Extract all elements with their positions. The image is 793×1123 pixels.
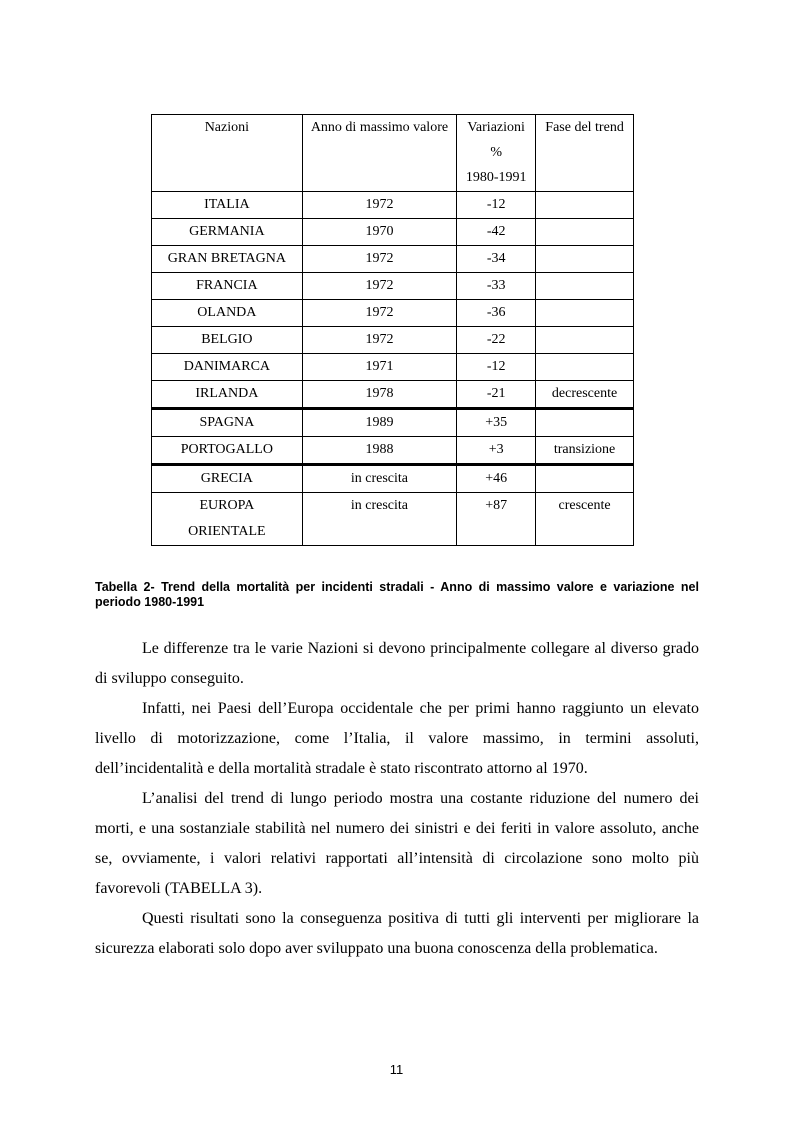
cell-phase [536,327,634,354]
cell-nation: OLANDA [152,300,303,327]
table-row [152,465,634,493]
table-row [152,327,634,354]
cell-phase [536,192,634,219]
header-variazioni-line3: 1980-1991 [465,170,527,185]
header-nazioni: Nazioni [152,115,303,192]
cell-variation: -21 [457,381,536,409]
cell-nation: BELGIO [152,327,303,354]
caption-line2: variazione nel periodo 1980-1991 [95,580,699,609]
table-row [152,437,634,465]
cell-variation: +46 [457,465,536,493]
cell-year: 1971 [302,354,456,381]
table-row [152,493,634,546]
cell-year: 1970 [302,219,456,246]
cell-year: 1989 [302,409,456,437]
cell-nation: SPAGNA [152,409,303,437]
cell-variation: -42 [457,219,536,246]
table-row [152,409,634,437]
header-anno-massimo: Anno di massimo valore [302,115,456,192]
table-row [152,273,634,300]
page-number: 11 [389,1062,404,1077]
cell-nation-line1: EUROPA [199,498,255,513]
table-caption [95,580,699,610]
table-header-row [152,115,634,192]
paragraph: Questi risultati sono la conseguenza positiva di tutti gli interventi per migliorare la sicurezza elaborati solo dopo aver sviluppato una buona conoscenza della problematica. [95,910,699,957]
cell-nation: ITALIA [152,192,303,219]
cell-year: 1972 [302,192,456,219]
cell-phase [536,409,634,437]
cell-phase [536,219,634,246]
cell-variation: -22 [457,327,536,354]
cell-phase [536,273,634,300]
cell-phase [536,300,634,327]
table-row [152,246,634,273]
cell-year: in crescita [302,465,456,493]
cell-variation: +35 [457,409,536,437]
paragraph: L’analisi del trend di lungo periodo mostra una costante riduzione del numero dei morti, e una sostanziale stabilità nel numero dei sinistri e dei feriti in valore assoluto, anche se, ovviamente, i valori relativi rapportati all’intensità di circolazione sono molto più favorevoli (TABELLA 3). [95,790,699,897]
cell-variation: -12 [457,354,536,381]
cell-year: 1972 [302,273,456,300]
table-row [152,300,634,327]
cell-year: in crescita [302,493,456,546]
caption-line1: Tabella 2- Trend della mortalità per incidenti stradali - Anno di massimo valore e [95,580,607,594]
header-variazioni-line1: Variazioni [467,120,525,135]
cell-year: 1972 [302,246,456,273]
cell-phase [536,465,634,493]
cell-nation: DANIMARCA [152,354,303,381]
cell-variation: +87 [457,493,536,546]
cell-phase: crescente [536,493,634,546]
cell-year: 1988 [302,437,456,465]
cell-variation: -34 [457,246,536,273]
cell-nation: GRECIA [152,465,303,493]
cell-year: 1972 [302,300,456,327]
cell-phase [536,354,634,381]
cell-phase: decrescente [536,381,634,409]
cell-phase: transizione [536,437,634,465]
body-text [95,634,699,964]
paragraph: Le differenze tra le varie Nazioni si devono principalmente collegare al diverso grado di sviluppo conseguito. [95,640,699,687]
cell-nation-line2: ORIENTALE [188,524,266,539]
table-row [152,354,634,381]
cell-variation: -12 [457,192,536,219]
cell-nation [152,493,303,546]
header-variazioni-line2: % [490,145,502,160]
paragraph: Infatti, nei Paesi dell’Europa occidentale che per primi hanno raggiunto un elevato livello di motorizzazione, come l’Italia, il valore massimo, in termini assoluti, dell’incidentalità e della mortalità stradale è stato riscontrato attorno al 1970. [95,700,699,777]
table-row [152,219,634,246]
cell-year: 1978 [302,381,456,409]
header-variazioni [457,115,536,192]
cell-variation: +3 [457,437,536,465]
cell-year: 1972 [302,327,456,354]
cell-nation: IRLANDA [152,381,303,409]
cell-nation: PORTOGALLO [152,437,303,465]
cell-variation: -36 [457,300,536,327]
cell-phase [536,246,634,273]
table-row [152,192,634,219]
cell-nation: GERMANIA [152,219,303,246]
cell-nation: GRAN BRETAGNA [152,246,303,273]
cell-nation: FRANCIA [152,273,303,300]
table-row [152,381,634,409]
mortality-trend-table [151,114,634,546]
cell-variation: -33 [457,273,536,300]
header-fase-trend: Fase del trend [536,115,634,192]
